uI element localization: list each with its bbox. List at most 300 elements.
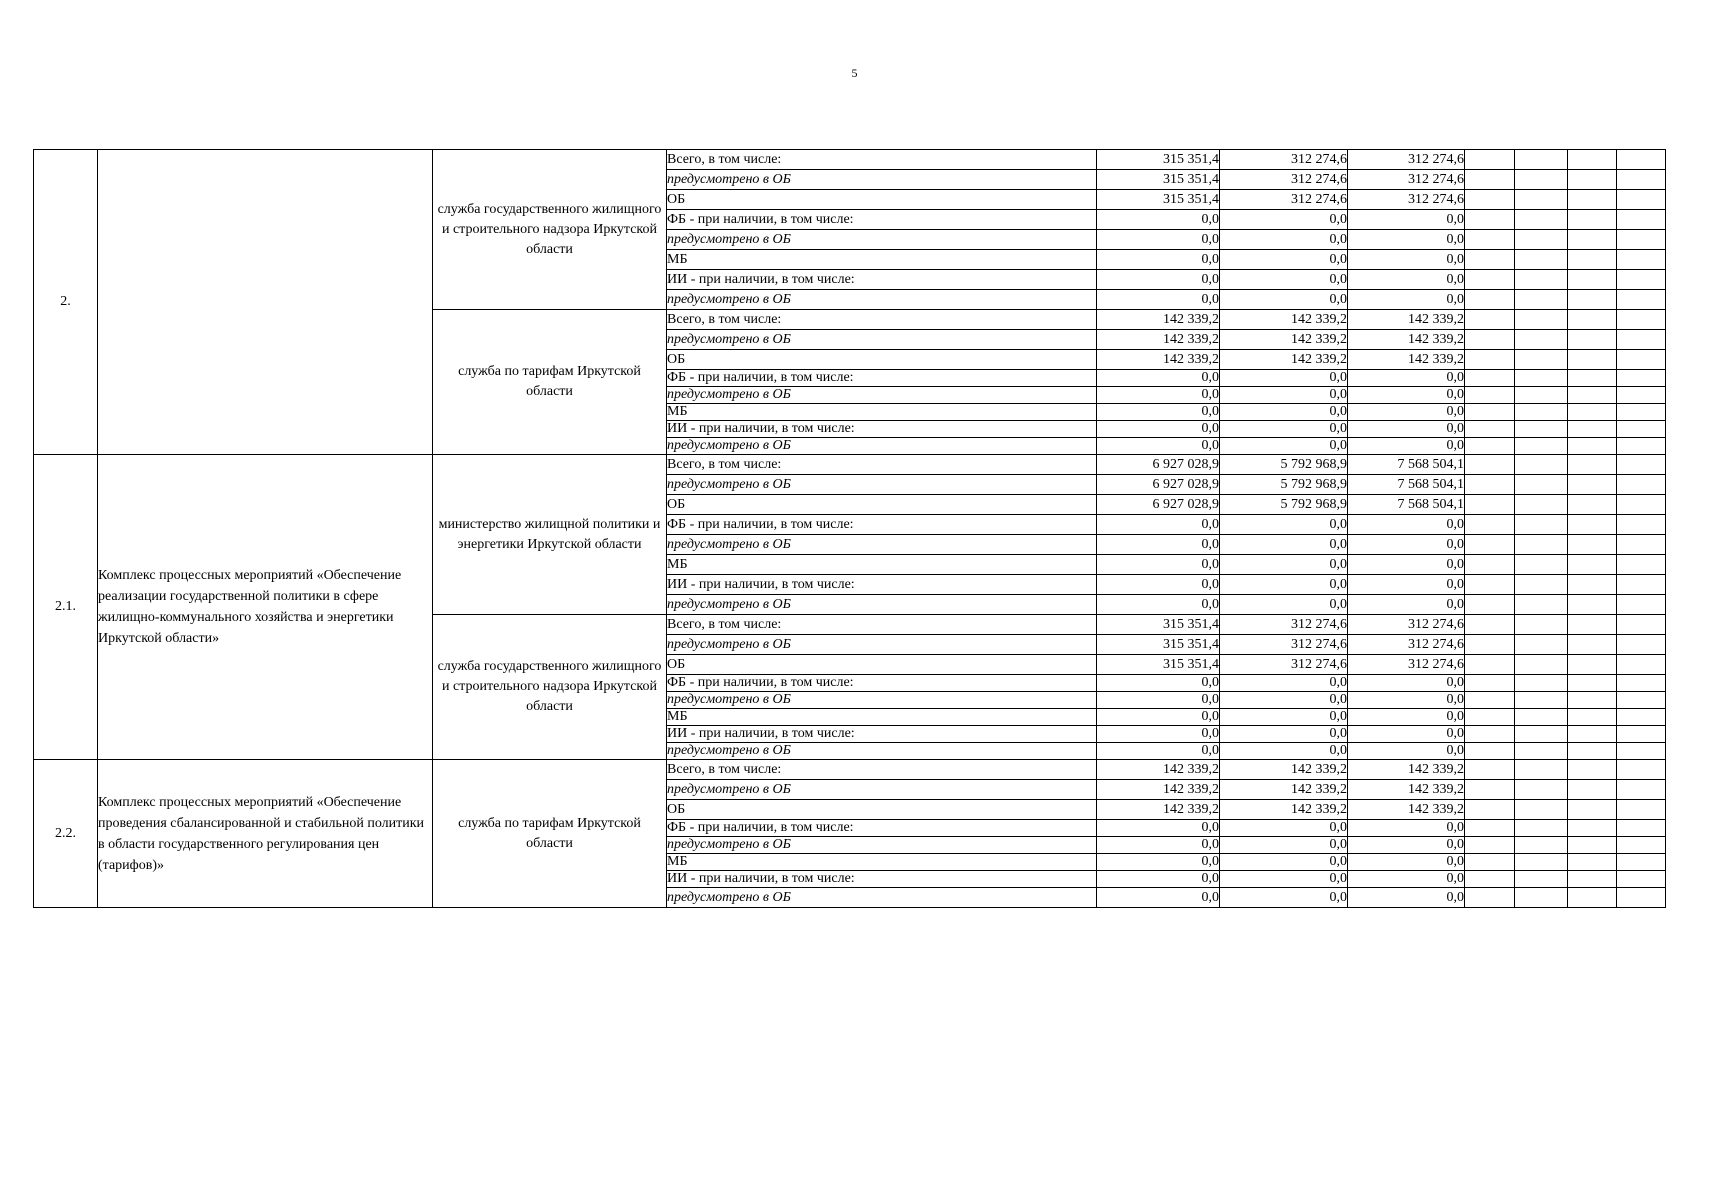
empty-cell: [1617, 555, 1666, 575]
funding-source: МБ: [667, 404, 1097, 421]
empty-cell: [1617, 404, 1666, 421]
empty-cell: [1568, 475, 1617, 495]
amount-cell: 142 339,2: [1348, 350, 1465, 370]
amount-cell: 142 339,2: [1097, 780, 1220, 800]
empty-cell: [1617, 170, 1666, 190]
funding-source: Всего, в том числе:: [667, 455, 1097, 475]
amount-cell: 0,0: [1097, 290, 1220, 310]
empty-cell: [1568, 438, 1617, 455]
empty-cell: [1465, 290, 1515, 310]
empty-cell: [1465, 370, 1515, 387]
empty-cell: [1515, 615, 1568, 635]
empty-cell: [1617, 475, 1666, 495]
amount-cell: 0,0: [1348, 535, 1465, 555]
amount-cell: 312 274,6: [1348, 170, 1465, 190]
empty-cell: [1515, 675, 1568, 692]
empty-cell: [1568, 743, 1617, 760]
amount-cell: 0,0: [1348, 370, 1465, 387]
amount-cell: 0,0: [1348, 290, 1465, 310]
empty-cell: [1515, 837, 1568, 854]
amount-cell: 0,0: [1097, 743, 1220, 760]
amount-cell: 0,0: [1097, 675, 1220, 692]
amount-cell: 0,0: [1348, 438, 1465, 455]
amount-cell: 7 568 504,1: [1348, 495, 1465, 515]
block-number: 2.: [34, 150, 98, 455]
empty-cell: [1568, 290, 1617, 310]
empty-cell: [1617, 310, 1666, 330]
empty-cell: [1568, 370, 1617, 387]
amount-cell: 7 568 504,1: [1348, 475, 1465, 495]
amount-cell: 0,0: [1220, 535, 1348, 555]
amount-cell: 312 274,6: [1220, 170, 1348, 190]
amount-cell: 0,0: [1220, 743, 1348, 760]
empty-cell: [1515, 404, 1568, 421]
amount-cell: 0,0: [1348, 675, 1465, 692]
empty-cell: [1465, 820, 1515, 837]
amount-cell: 0,0: [1220, 250, 1348, 270]
amount-cell: 0,0: [1097, 820, 1220, 837]
amount-cell: 0,0: [1348, 726, 1465, 743]
empty-cell: [1568, 692, 1617, 709]
amount-cell: 5 792 968,9: [1220, 455, 1348, 475]
empty-cell: [1568, 495, 1617, 515]
empty-cell: [1617, 635, 1666, 655]
funding-source: предусмотрено в ОБ: [667, 692, 1097, 709]
empty-cell: [1515, 387, 1568, 404]
funding-source: МБ: [667, 709, 1097, 726]
empty-cell: [1617, 709, 1666, 726]
empty-cell: [1465, 692, 1515, 709]
empty-cell: [1465, 387, 1515, 404]
empty-cell: [1568, 387, 1617, 404]
empty-cell: [1568, 270, 1617, 290]
amount-cell: 315 351,4: [1097, 190, 1220, 210]
amount-cell: 0,0: [1348, 820, 1465, 837]
amount-cell: 0,0: [1348, 421, 1465, 438]
amount-cell: 5 792 968,9: [1220, 495, 1348, 515]
amount-cell: 312 274,6: [1348, 150, 1465, 170]
funding-source: ИИ - при наличии, в том числе:: [667, 726, 1097, 743]
empty-cell: [1465, 230, 1515, 250]
executor-name: служба по тарифам Иркутской области: [433, 310, 667, 455]
empty-cell: [1515, 692, 1568, 709]
empty-cell: [1515, 475, 1568, 495]
funding-source: предусмотрено в ОБ: [667, 387, 1097, 404]
empty-cell: [1617, 370, 1666, 387]
funding-source: предусмотрено в ОБ: [667, 475, 1097, 495]
amount-cell: 0,0: [1220, 555, 1348, 575]
funding-source: ОБ: [667, 350, 1097, 370]
empty-cell: [1568, 515, 1617, 535]
empty-cell: [1465, 595, 1515, 615]
amount-cell: 0,0: [1348, 709, 1465, 726]
empty-cell: [1617, 350, 1666, 370]
empty-cell: [1617, 210, 1666, 230]
funding-source: ФБ - при наличии, в том числе:: [667, 210, 1097, 230]
empty-cell: [1465, 780, 1515, 800]
empty-cell: [1465, 150, 1515, 170]
empty-cell: [1515, 290, 1568, 310]
amount-cell: 0,0: [1220, 421, 1348, 438]
empty-cell: [1515, 820, 1568, 837]
empty-cell: [1465, 455, 1515, 475]
empty-cell: [1568, 675, 1617, 692]
empty-cell: [1515, 575, 1568, 595]
amount-cell: 312 274,6: [1220, 190, 1348, 210]
empty-cell: [1515, 888, 1568, 908]
amount-cell: 0,0: [1097, 726, 1220, 743]
empty-cell: [1617, 595, 1666, 615]
empty-cell: [1465, 854, 1515, 871]
amount-cell: 0,0: [1220, 370, 1348, 387]
empty-cell: [1617, 150, 1666, 170]
empty-cell: [1568, 760, 1617, 780]
funding-source: ИИ - при наличии, в том числе:: [667, 575, 1097, 595]
empty-cell: [1568, 780, 1617, 800]
empty-cell: [1617, 421, 1666, 438]
funding-source: МБ: [667, 555, 1097, 575]
funding-source: ФБ - при наличии, в том числе:: [667, 675, 1097, 692]
amount-cell: 0,0: [1220, 438, 1348, 455]
amount-cell: 0,0: [1220, 837, 1348, 854]
empty-cell: [1568, 635, 1617, 655]
budget-table-body: [34, 150, 1666, 908]
amount-cell: 142 339,2: [1348, 330, 1465, 350]
empty-cell: [1515, 800, 1568, 820]
amount-cell: 0,0: [1220, 709, 1348, 726]
funding-source: предусмотрено в ОБ: [667, 290, 1097, 310]
empty-cell: [1515, 555, 1568, 575]
empty-cell: [1465, 190, 1515, 210]
amount-cell: 312 274,6: [1220, 615, 1348, 635]
amount-cell: 0,0: [1220, 575, 1348, 595]
empty-cell: [1617, 575, 1666, 595]
amount-cell: 0,0: [1097, 438, 1220, 455]
empty-cell: [1617, 495, 1666, 515]
funding-source: ФБ - при наличии, в том числе:: [667, 370, 1097, 387]
executor-name: министерство жилищной политики и энергетики Иркутской области: [433, 455, 667, 615]
empty-cell: [1617, 515, 1666, 535]
amount-cell: 6 927 028,9: [1097, 495, 1220, 515]
amount-cell: 6 927 028,9: [1097, 455, 1220, 475]
amount-cell: 0,0: [1220, 230, 1348, 250]
amount-cell: 0,0: [1097, 270, 1220, 290]
funding-source: ИИ - при наличии, в том числе:: [667, 270, 1097, 290]
funding-source: ФБ - при наличии, в том числе:: [667, 515, 1097, 535]
empty-cell: [1568, 230, 1617, 250]
empty-cell: [1465, 170, 1515, 190]
empty-cell: [1568, 726, 1617, 743]
empty-cell: [1617, 675, 1666, 692]
amount-cell: 142 339,2: [1097, 350, 1220, 370]
empty-cell: [1465, 310, 1515, 330]
funding-source: предусмотрено в ОБ: [667, 888, 1097, 908]
amount-cell: 0,0: [1097, 535, 1220, 555]
empty-cell: [1515, 330, 1568, 350]
amount-cell: 0,0: [1220, 387, 1348, 404]
amount-cell: 0,0: [1348, 515, 1465, 535]
empty-cell: [1515, 743, 1568, 760]
amount-cell: 0,0: [1097, 250, 1220, 270]
empty-cell: [1617, 655, 1666, 675]
amount-cell: 312 274,6: [1348, 615, 1465, 635]
executor-name: служба государственного жилищного и строительного надзора Иркутской области: [433, 615, 667, 760]
amount-cell: 5 792 968,9: [1220, 475, 1348, 495]
funding-source: предусмотрено в ОБ: [667, 535, 1097, 555]
amount-cell: 0,0: [1348, 595, 1465, 615]
funding-source: ИИ - при наличии, в том числе:: [667, 871, 1097, 888]
empty-cell: [1515, 350, 1568, 370]
empty-cell: [1465, 270, 1515, 290]
funding-source: МБ: [667, 250, 1097, 270]
amount-cell: 312 274,6: [1348, 635, 1465, 655]
amount-cell: 0,0: [1348, 270, 1465, 290]
empty-cell: [1617, 230, 1666, 250]
amount-cell: 142 339,2: [1220, 780, 1348, 800]
amount-cell: 0,0: [1220, 515, 1348, 535]
empty-cell: [1568, 535, 1617, 555]
empty-cell: [1617, 290, 1666, 310]
amount-cell: 0,0: [1348, 387, 1465, 404]
amount-cell: 0,0: [1220, 404, 1348, 421]
amount-cell: 0,0: [1097, 871, 1220, 888]
empty-cell: [1568, 330, 1617, 350]
empty-cell: [1617, 854, 1666, 871]
funding-source: предусмотрено в ОБ: [667, 170, 1097, 190]
amount-cell: 142 339,2: [1220, 800, 1348, 820]
empty-cell: [1568, 421, 1617, 438]
amount-cell: 315 351,4: [1097, 150, 1220, 170]
amount-cell: 312 274,6: [1220, 150, 1348, 170]
empty-cell: [1515, 438, 1568, 455]
empty-cell: [1465, 615, 1515, 635]
empty-cell: [1568, 888, 1617, 908]
empty-cell: [1617, 330, 1666, 350]
empty-cell: [1515, 595, 1568, 615]
empty-cell: [1465, 555, 1515, 575]
empty-cell: [1515, 854, 1568, 871]
empty-cell: [1515, 871, 1568, 888]
empty-cell: [1568, 190, 1617, 210]
empty-cell: [1568, 709, 1617, 726]
empty-cell: [1465, 655, 1515, 675]
empty-cell: [1465, 760, 1515, 780]
empty-cell: [1617, 270, 1666, 290]
empty-cell: [1465, 210, 1515, 230]
empty-cell: [1568, 350, 1617, 370]
empty-cell: [1465, 837, 1515, 854]
empty-cell: [1617, 837, 1666, 854]
empty-cell: [1515, 635, 1568, 655]
empty-cell: [1515, 455, 1568, 475]
empty-cell: [1465, 726, 1515, 743]
empty-cell: [1515, 535, 1568, 555]
funding-source: ОБ: [667, 800, 1097, 820]
empty-cell: [1465, 635, 1515, 655]
amount-cell: 142 339,2: [1097, 310, 1220, 330]
empty-cell: [1465, 675, 1515, 692]
program-name: [98, 150, 433, 455]
empty-cell: [1617, 615, 1666, 635]
amount-cell: 0,0: [1097, 230, 1220, 250]
empty-cell: [1515, 190, 1568, 210]
amount-cell: 0,0: [1348, 230, 1465, 250]
empty-cell: [1617, 387, 1666, 404]
amount-cell: 0,0: [1097, 370, 1220, 387]
amount-cell: 0,0: [1348, 575, 1465, 595]
budget-table: [33, 149, 1666, 908]
empty-cell: [1617, 190, 1666, 210]
empty-cell: [1465, 475, 1515, 495]
empty-cell: [1568, 250, 1617, 270]
amount-cell: 142 339,2: [1097, 330, 1220, 350]
empty-cell: [1568, 404, 1617, 421]
empty-cell: [1617, 726, 1666, 743]
funding-source: предусмотрено в ОБ: [667, 743, 1097, 760]
funding-source: ОБ: [667, 495, 1097, 515]
funding-source: Всего, в том числе:: [667, 760, 1097, 780]
amount-cell: 0,0: [1097, 515, 1220, 535]
amount-cell: 0,0: [1220, 820, 1348, 837]
funding-source: предусмотрено в ОБ: [667, 330, 1097, 350]
empty-cell: [1515, 250, 1568, 270]
block-number: 2.1.: [34, 455, 98, 760]
empty-cell: [1515, 270, 1568, 290]
amount-cell: 0,0: [1097, 555, 1220, 575]
amount-cell: 315 351,4: [1097, 655, 1220, 675]
amount-cell: 0,0: [1348, 404, 1465, 421]
amount-cell: 0,0: [1097, 210, 1220, 230]
amount-cell: 0,0: [1220, 595, 1348, 615]
empty-cell: [1568, 455, 1617, 475]
funding-source: ОБ: [667, 190, 1097, 210]
empty-cell: [1568, 310, 1617, 330]
empty-cell: [1568, 210, 1617, 230]
empty-cell: [1465, 438, 1515, 455]
empty-cell: [1515, 760, 1568, 780]
empty-cell: [1465, 800, 1515, 820]
amount-cell: 0,0: [1348, 871, 1465, 888]
empty-cell: [1617, 438, 1666, 455]
funding-source: МБ: [667, 854, 1097, 871]
empty-cell: [1465, 743, 1515, 760]
empty-cell: [1568, 854, 1617, 871]
empty-cell: [1617, 760, 1666, 780]
amount-cell: 0,0: [1220, 854, 1348, 871]
program-name: Комплекс процессных мероприятий «Обеспечение реализации государственной политики в сфере жилищно-коммунального хозяйства и энергетики Иркутской области»: [98, 455, 433, 760]
table-row: [34, 150, 1666, 170]
amount-cell: 142 339,2: [1220, 760, 1348, 780]
empty-cell: [1568, 655, 1617, 675]
empty-cell: [1515, 170, 1568, 190]
empty-cell: [1617, 535, 1666, 555]
amount-cell: 0,0: [1348, 743, 1465, 760]
amount-cell: 315 351,4: [1097, 170, 1220, 190]
empty-cell: [1568, 170, 1617, 190]
funding-source: предусмотрено в ОБ: [667, 837, 1097, 854]
empty-cell: [1515, 655, 1568, 675]
amount-cell: 142 339,2: [1220, 350, 1348, 370]
executor-name: служба государственного жилищного и строительного надзора Иркутской области: [433, 150, 667, 310]
empty-cell: [1465, 535, 1515, 555]
amount-cell: 0,0: [1097, 575, 1220, 595]
empty-cell: [1617, 250, 1666, 270]
empty-cell: [1617, 743, 1666, 760]
empty-cell: [1617, 888, 1666, 908]
empty-cell: [1465, 871, 1515, 888]
empty-cell: [1515, 495, 1568, 515]
amount-cell: 0,0: [1348, 555, 1465, 575]
empty-cell: [1568, 595, 1617, 615]
empty-cell: [1465, 350, 1515, 370]
empty-cell: [1465, 330, 1515, 350]
empty-cell: [1617, 780, 1666, 800]
amount-cell: 0,0: [1348, 250, 1465, 270]
empty-cell: [1617, 692, 1666, 709]
amount-cell: 142 339,2: [1220, 330, 1348, 350]
amount-cell: 315 351,4: [1097, 635, 1220, 655]
funding-source: предусмотрено в ОБ: [667, 635, 1097, 655]
empty-cell: [1568, 871, 1617, 888]
amount-cell: 142 339,2: [1097, 800, 1220, 820]
empty-cell: [1515, 210, 1568, 230]
amount-cell: 0,0: [1097, 421, 1220, 438]
amount-cell: 6 927 028,9: [1097, 475, 1220, 495]
amount-cell: 142 339,2: [1348, 310, 1465, 330]
amount-cell: 0,0: [1220, 726, 1348, 743]
amount-cell: 0,0: [1220, 675, 1348, 692]
empty-cell: [1465, 575, 1515, 595]
empty-cell: [1465, 404, 1515, 421]
empty-cell: [1568, 820, 1617, 837]
empty-cell: [1515, 709, 1568, 726]
empty-cell: [1515, 230, 1568, 250]
amount-cell: 0,0: [1097, 888, 1220, 908]
empty-cell: [1515, 370, 1568, 387]
amount-cell: 0,0: [1348, 854, 1465, 871]
amount-cell: 142 339,2: [1220, 310, 1348, 330]
amount-cell: 312 274,6: [1348, 190, 1465, 210]
empty-cell: [1465, 250, 1515, 270]
funding-source: Всего, в том числе:: [667, 310, 1097, 330]
amount-cell: 312 274,6: [1348, 655, 1465, 675]
empty-cell: [1617, 820, 1666, 837]
amount-cell: 312 274,6: [1220, 655, 1348, 675]
amount-cell: 0,0: [1220, 871, 1348, 888]
empty-cell: [1515, 726, 1568, 743]
amount-cell: 0,0: [1097, 709, 1220, 726]
empty-cell: [1515, 150, 1568, 170]
amount-cell: 0,0: [1097, 387, 1220, 404]
empty-cell: [1515, 310, 1568, 330]
page-number: 5: [851, 66, 858, 80]
amount-cell: 0,0: [1220, 290, 1348, 310]
amount-cell: 0,0: [1097, 854, 1220, 871]
funding-source: предусмотрено в ОБ: [667, 230, 1097, 250]
funding-source: Всего, в том числе:: [667, 150, 1097, 170]
amount-cell: 0,0: [1220, 270, 1348, 290]
empty-cell: [1568, 555, 1617, 575]
empty-cell: [1617, 455, 1666, 475]
funding-source: ФБ - при наличии, в том числе:: [667, 820, 1097, 837]
empty-cell: [1465, 888, 1515, 908]
amount-cell: 0,0: [1348, 837, 1465, 854]
empty-cell: [1465, 515, 1515, 535]
amount-cell: 0,0: [1348, 888, 1465, 908]
amount-cell: 0,0: [1220, 210, 1348, 230]
amount-cell: 0,0: [1220, 692, 1348, 709]
empty-cell: [1617, 871, 1666, 888]
